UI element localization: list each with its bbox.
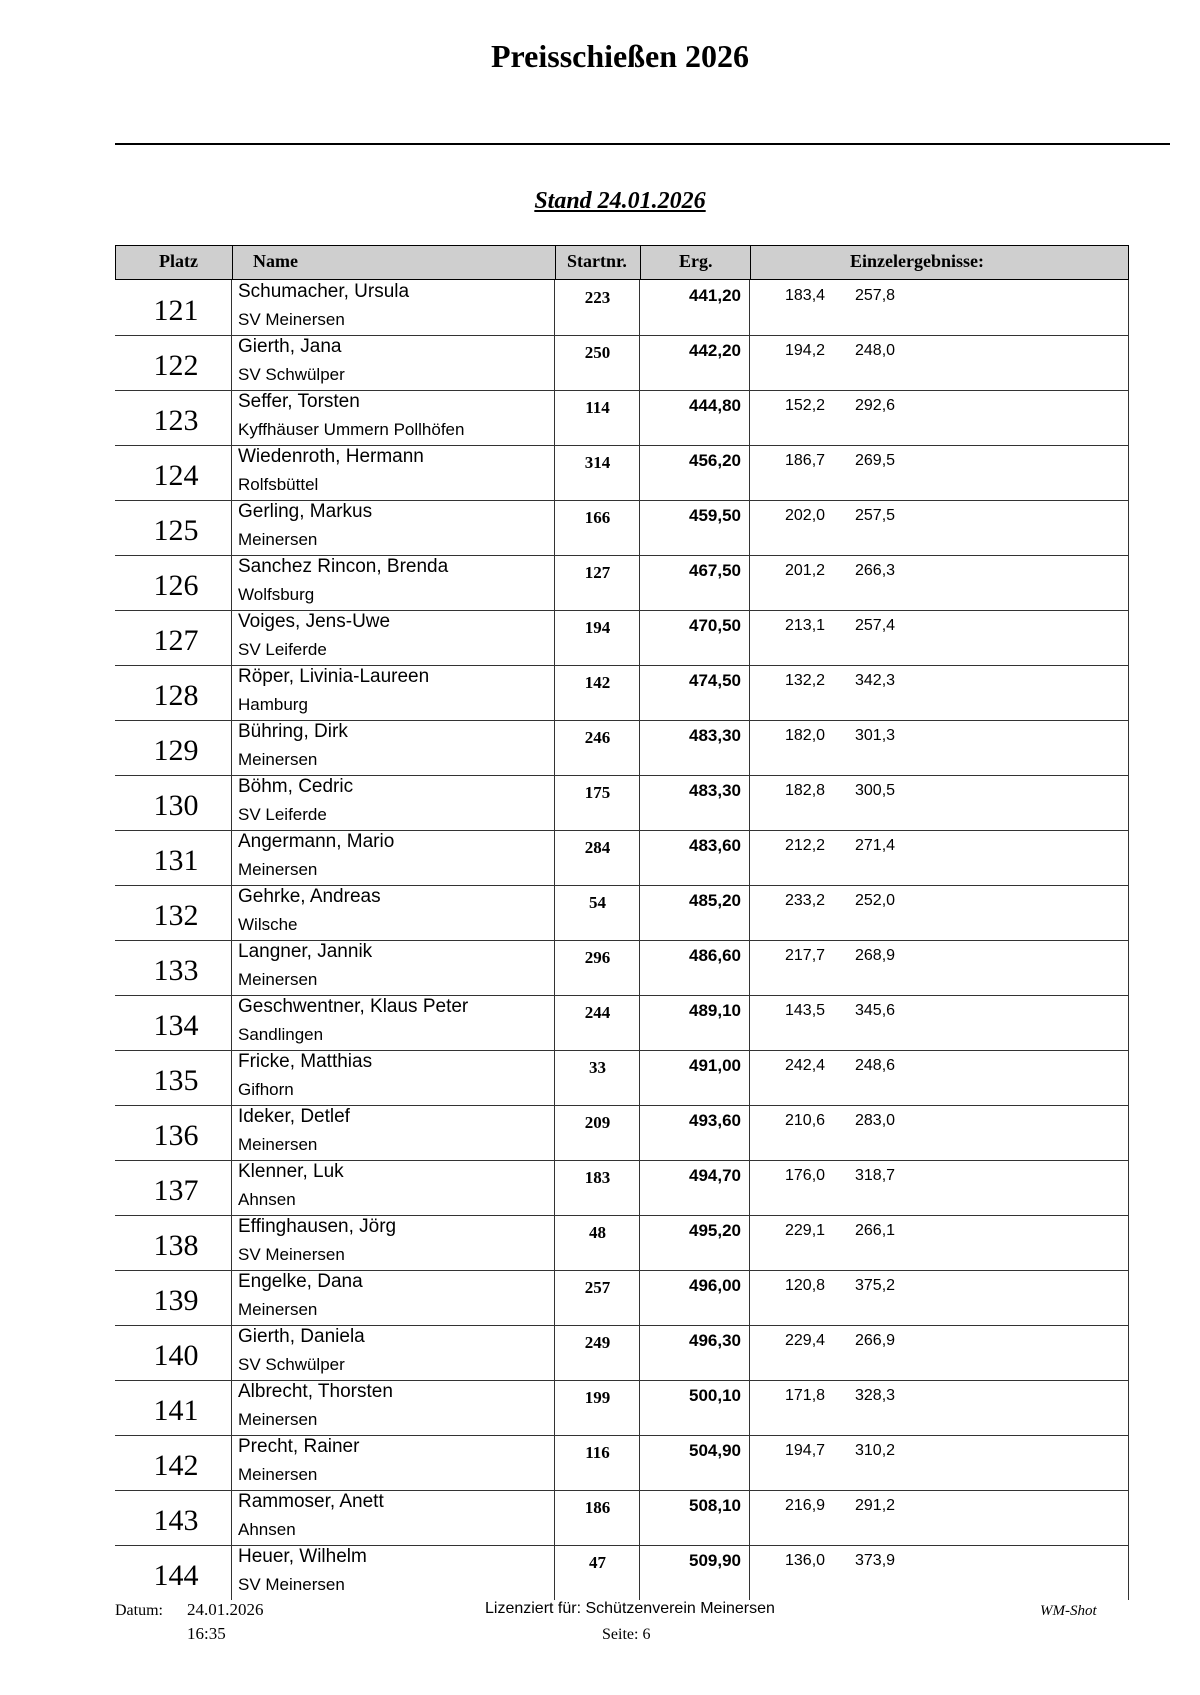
club-name: SV Schwülper — [238, 1355, 345, 1374]
table-row — [115, 1491, 1129, 1546]
single-result-1: 132,2 — [785, 672, 826, 689]
single-result-2: 328,3 — [855, 1387, 896, 1404]
club-name: Meinersen — [238, 750, 318, 769]
rank-cell: 143 — [153, 1504, 199, 1537]
single-result-1: 182,0 — [785, 727, 826, 744]
rank-cell: 144 — [153, 1559, 199, 1592]
total-result: 456,20 — [689, 451, 741, 470]
single-result-2: 292,6 — [855, 397, 896, 414]
shooter-name: Fricke, Matthias — [238, 1051, 373, 1072]
footer-page-number: Seite: 6 — [602, 1626, 651, 1643]
club-name: Hamburg — [238, 695, 308, 714]
single-result-2: 283,0 — [855, 1112, 896, 1129]
shooter-name: Gierth, Daniela — [238, 1326, 365, 1347]
single-result-1: 216,9 — [785, 1497, 826, 1514]
rank-cell: 129 — [153, 734, 199, 767]
total-result: 467,50 — [689, 561, 741, 580]
shooter-name: Gehrke, Andreas — [238, 886, 381, 907]
start-number: 249 — [584, 1333, 611, 1352]
single-result-1: 210,6 — [785, 1112, 826, 1129]
rank-cell: 134 — [153, 1009, 199, 1042]
single-result-2: 269,5 — [855, 452, 896, 469]
single-result-1: 152,2 — [785, 397, 826, 414]
single-result-1: 229,1 — [785, 1222, 826, 1239]
rank-cell: 125 — [153, 514, 199, 547]
total-result: 496,30 — [689, 1331, 741, 1350]
single-result-2: 266,3 — [855, 562, 896, 579]
table-row — [115, 941, 1129, 996]
start-number: 246 — [584, 728, 611, 747]
start-number: 314 — [584, 453, 611, 472]
rank-cell: 121 — [153, 294, 199, 327]
single-result-2: 271,4 — [855, 837, 896, 854]
table-row — [115, 1051, 1129, 1106]
table-row — [115, 831, 1129, 886]
start-number: 194 — [584, 618, 611, 637]
club-name: Meinersen — [238, 1135, 318, 1154]
table-row — [115, 1216, 1129, 1271]
rank-cell: 142 — [153, 1449, 199, 1482]
single-result-1: 217,7 — [785, 947, 826, 964]
club-name: SV Schwülper — [238, 365, 345, 384]
total-result: 441,20 — [689, 286, 741, 305]
total-result: 509,90 — [689, 1551, 741, 1570]
single-result-1: 233,2 — [785, 892, 826, 909]
shooter-name: Langner, Jannik — [238, 941, 373, 962]
table-row — [115, 1381, 1129, 1436]
single-result-2: 257,5 — [855, 507, 896, 524]
table-body — [115, 281, 1129, 1600]
start-number: 175 — [584, 783, 611, 802]
single-result-2: 268,9 — [855, 947, 896, 964]
start-number: 116 — [585, 1443, 610, 1462]
rank-cell: 132 — [153, 899, 199, 932]
rank-cell: 124 — [153, 459, 199, 492]
start-number: 127 — [584, 563, 611, 582]
rank-cell: 122 — [153, 349, 199, 382]
single-result-2: 300,5 — [855, 782, 896, 799]
page-title: Preisschießen 2026 — [490, 38, 750, 74]
header-einzelergebnisse: Einzelergebnisse: — [850, 251, 984, 271]
start-number: 47 — [589, 1553, 606, 1572]
single-result-1: 182,8 — [785, 782, 826, 799]
shooter-name: Schumacher, Ursula — [238, 281, 410, 302]
total-result: 442,20 — [689, 341, 741, 360]
start-number: 114 — [585, 398, 610, 417]
total-result: 493,60 — [689, 1111, 741, 1130]
total-result: 486,60 — [689, 946, 741, 965]
table-row — [115, 1161, 1129, 1216]
table-row — [115, 886, 1129, 941]
table-row — [115, 1546, 1129, 1600]
shooter-name: Albrecht, Thorsten — [238, 1381, 393, 1402]
shooter-name: Voiges, Jens-Uwe — [238, 611, 391, 632]
total-result: 508,10 — [689, 1496, 741, 1515]
single-result-1: 229,4 — [785, 1332, 826, 1349]
club-name: Meinersen — [238, 860, 318, 879]
start-number: 296 — [584, 948, 611, 967]
table-row — [115, 1271, 1129, 1326]
start-number: 284 — [584, 838, 611, 857]
single-result-2: 345,6 — [855, 1002, 896, 1019]
single-result-2: 318,7 — [855, 1167, 896, 1184]
table-row — [115, 996, 1129, 1051]
page-subtitle: Stand 24.01.2026 — [534, 188, 706, 214]
shooter-name: Sanchez Rincon, Brenda — [238, 556, 449, 577]
club-name: SV Leiferde — [238, 805, 327, 824]
single-result-2: 310,2 — [855, 1442, 896, 1459]
single-result-1: 136,0 — [785, 1552, 826, 1569]
shooter-name: Bühring, Dirk — [238, 721, 348, 742]
table-row — [115, 281, 1129, 336]
shooter-name: Heuer, Wilhelm — [238, 1546, 367, 1567]
rank-cell: 133 — [153, 954, 199, 987]
club-name: SV Meinersen — [238, 310, 345, 329]
single-result-1: 194,2 — [785, 342, 826, 359]
table-row — [115, 446, 1129, 501]
rank-cell: 140 — [153, 1339, 199, 1372]
start-number: 48 — [589, 1223, 606, 1242]
single-result-1: 186,7 — [785, 452, 826, 469]
total-result: 483,60 — [689, 836, 741, 855]
total-result: 459,50 — [689, 506, 741, 525]
header-startnr: Startnr. — [567, 251, 627, 271]
start-number: 186 — [584, 1498, 611, 1517]
total-result: 474,50 — [689, 671, 741, 690]
table-row — [115, 776, 1129, 831]
table-row — [115, 556, 1129, 611]
rank-cell: 128 — [153, 679, 199, 712]
club-name: SV Meinersen — [238, 1575, 345, 1594]
club-name: Ahnsen — [238, 1190, 296, 1209]
single-result-2: 248,6 — [855, 1057, 896, 1074]
start-number: 244 — [584, 1003, 611, 1022]
single-result-1: 183,4 — [785, 287, 826, 304]
rank-cell: 127 — [153, 624, 199, 657]
footer-brand: WM-Shot — [1040, 1603, 1097, 1619]
shooter-name: Gerling, Markus — [238, 501, 373, 522]
single-result-1: 242,4 — [785, 1057, 826, 1074]
shooter-name: Böhm, Cedric — [238, 776, 354, 797]
shooter-name: Effinghausen, Jörg — [238, 1216, 397, 1237]
club-name: Rolfsbüttel — [238, 475, 319, 494]
header-separator — [640, 246, 641, 279]
single-result-1: 213,1 — [785, 617, 826, 634]
single-result-2: 375,2 — [855, 1277, 896, 1294]
start-number: 33 — [589, 1058, 606, 1077]
total-result: 444,80 — [689, 396, 741, 415]
table-row — [115, 1326, 1129, 1381]
header-separator — [232, 246, 233, 279]
single-result-2: 257,8 — [855, 287, 896, 304]
rank-cell: 137 — [153, 1174, 199, 1207]
footer-date-label: Datum: — [115, 1602, 163, 1619]
footer-time: 16:35 — [187, 1624, 226, 1643]
shooter-name: Geschwentner, Klaus Peter — [238, 996, 469, 1017]
total-result: 500,10 — [689, 1386, 741, 1405]
club-name: Sandlingen — [238, 1025, 324, 1044]
results-table — [115, 245, 1129, 1600]
total-result: 494,70 — [689, 1166, 741, 1185]
single-result-2: 373,9 — [855, 1552, 896, 1569]
total-result: 491,00 — [689, 1056, 741, 1075]
header-separator — [750, 246, 751, 279]
header-separator — [555, 246, 556, 279]
header-name: Name — [253, 251, 298, 271]
total-result: 489,10 — [689, 1001, 741, 1020]
club-name: Meinersen — [238, 970, 318, 989]
shooter-name: Wiedenroth, Hermann — [238, 446, 424, 467]
rank-cell: 138 — [153, 1229, 199, 1262]
single-result-2: 301,3 — [855, 727, 896, 744]
table-row — [115, 721, 1129, 776]
total-result: 485,20 — [689, 891, 741, 910]
table-header — [115, 245, 1129, 280]
title-divider — [115, 143, 1170, 145]
single-result-2: 266,9 — [855, 1332, 896, 1349]
club-name: SV Leiferde — [238, 640, 327, 659]
shooter-name: Klenner, Luk — [238, 1161, 344, 1182]
single-result-2: 248,0 — [855, 342, 896, 359]
start-number: 166 — [584, 508, 611, 527]
shooter-name: Seffer, Torsten — [238, 391, 360, 412]
header-erg: Erg. — [679, 251, 713, 271]
single-result-2: 257,4 — [855, 617, 896, 634]
table-row — [115, 501, 1129, 556]
rank-cell: 136 — [153, 1119, 199, 1152]
page-footer — [0, 1600, 1200, 1660]
club-name: SV Meinersen — [238, 1245, 345, 1264]
table-row — [115, 1106, 1129, 1161]
footer-license: Lizenziert für: Schützenverein Meinersen — [485, 1600, 775, 1617]
start-number: 257 — [584, 1278, 611, 1297]
single-result-1: 171,8 — [785, 1387, 826, 1404]
single-result-2: 342,3 — [855, 672, 896, 689]
table-row — [115, 611, 1129, 666]
club-name: Meinersen — [238, 1465, 318, 1484]
single-result-1: 201,2 — [785, 562, 826, 579]
single-result-1: 120,8 — [785, 1277, 826, 1294]
total-result: 504,90 — [689, 1441, 741, 1460]
club-name: Meinersen — [238, 1300, 318, 1319]
rank-cell: 135 — [153, 1064, 199, 1097]
shooter-name: Angermann, Mario — [238, 831, 395, 852]
table-row — [115, 391, 1129, 446]
total-result: 496,00 — [689, 1276, 741, 1295]
total-result: 470,50 — [689, 616, 741, 635]
rank-cell: 141 — [153, 1394, 199, 1427]
start-number: 54 — [589, 893, 606, 912]
single-result-1: 194,7 — [785, 1442, 826, 1459]
club-name: Meinersen — [238, 530, 318, 549]
rank-cell: 123 — [153, 404, 199, 437]
rank-cell: 131 — [153, 844, 199, 877]
shooter-name: Röper, Livinia-Laureen — [238, 666, 430, 687]
single-result-1: 143,5 — [785, 1002, 826, 1019]
club-name: Wilsche — [238, 915, 298, 934]
single-result-2: 252,0 — [855, 892, 896, 909]
table-row — [115, 1436, 1129, 1491]
shooter-name: Ideker, Detlef — [238, 1106, 350, 1127]
club-name: Ahnsen — [238, 1520, 296, 1539]
shooter-name: Engelke, Dana — [238, 1271, 363, 1292]
shooter-name: Rammoser, Anett — [238, 1491, 384, 1512]
total-result: 483,30 — [689, 726, 741, 745]
start-number: 199 — [584, 1388, 611, 1407]
start-number: 223 — [584, 288, 611, 307]
start-number: 250 — [584, 343, 611, 362]
shooter-name: Gierth, Jana — [238, 336, 342, 357]
rank-cell: 130 — [153, 789, 199, 822]
single-result-1: 212,2 — [785, 837, 826, 854]
single-result-1: 176,0 — [785, 1167, 826, 1184]
rank-cell: 126 — [153, 569, 199, 602]
total-result: 483,30 — [689, 781, 741, 800]
shooter-name: Precht, Rainer — [238, 1436, 360, 1457]
footer-date: 24.01.2026 — [187, 1600, 264, 1619]
club-name: Wolfsburg — [238, 585, 315, 604]
start-number: 209 — [584, 1113, 611, 1132]
table-row — [115, 666, 1129, 721]
single-result-2: 291,2 — [855, 1497, 896, 1514]
table-row — [115, 336, 1129, 391]
total-result: 495,20 — [689, 1221, 741, 1240]
start-number: 142 — [584, 673, 611, 692]
rank-cell: 139 — [153, 1284, 199, 1317]
club-name: Meinersen — [238, 1410, 318, 1429]
single-result-1: 202,0 — [785, 507, 826, 524]
club-name: Gifhorn — [238, 1080, 294, 1099]
start-number: 183 — [584, 1168, 611, 1187]
single-result-2: 266,1 — [855, 1222, 896, 1239]
header-platz: Platz — [159, 251, 198, 271]
club-name: Kyffhäuser Ummern Pollhöfen — [238, 420, 465, 439]
